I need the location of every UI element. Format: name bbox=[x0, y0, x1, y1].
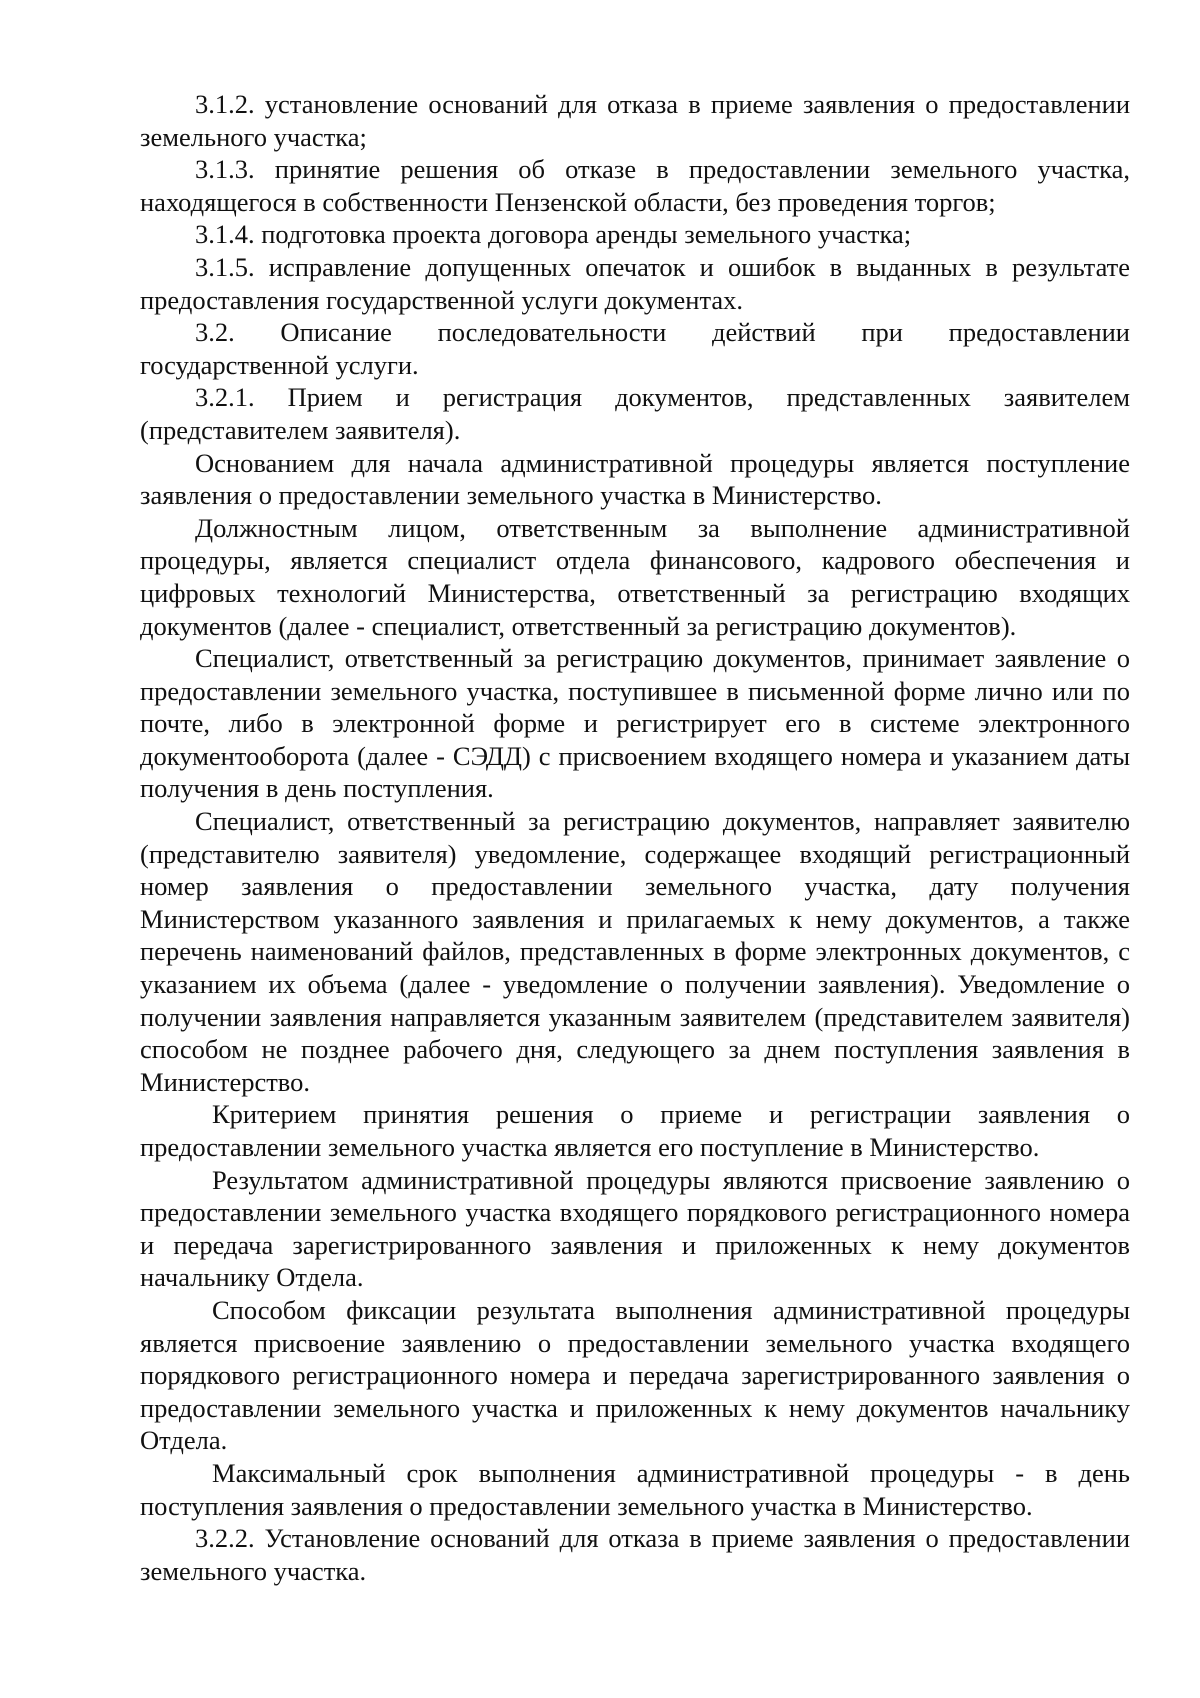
paragraph-specialist-accepts: Специалист, ответственный за регистрацию документов, принимает заявление о предоставлении земельного участка, поступившее в письменной форме лично или по почте, либо в электронной форме и регистрирует его в системе электронного документооборота (далее - СЭДД) с присвоением входящего номера и указанием даты получения в день поступления. bbox=[140, 643, 1130, 804]
paragraph-3-2-1: 3.2.1. Прием и регистрация документов, представленных заявителем (представителем заявителя). bbox=[140, 382, 1130, 445]
paragraph-specialist-notifies: Специалист, ответственный за регистрацию документов, направляет заявителю (представителю заявителя) уведомление, содержащее входящий регистрационный номер заявления о предоставлении земельного участка, дату получения Министерством указанного заявления и прилагаемых к нему документов, а также перечень наименований файлов, представленных в форме электронных документов, с указанием их объема (далее - уведомление о получении заявления). Уведомление о получении заявления направляется указанным заявителем (представителем заявителя) способом не позднее рабочего дня, следующего за днем поступления заявления в Министерство. bbox=[140, 806, 1130, 1097]
paragraph-official: Должностным лицом, ответственным за выполнение административной процедуры, является специалист отдела финансового, кадрового обеспечения и цифровых технологий Министерства, ответственный за регистрацию входящих документов (далее - специалист, ответственный за регистрацию документов). bbox=[140, 512, 1130, 641]
paragraph-criterion: Критерием принятия решения о приеме и регистрации заявления о предоставлении земельного участка является его поступление в Министерство. bbox=[140, 1099, 1130, 1162]
paragraph-3-1-4: 3.1.4. подготовка проекта договора аренды земельного участка; bbox=[195, 219, 912, 250]
paragraph-result: Результатом административной процедуры являются присвоение заявлению о предоставлении земельного участка входящего порядкового регистрационного номера и передача зарегистрированного заявления и приложенных к нему документов начальнику Отдела. bbox=[140, 1164, 1130, 1293]
paragraph-3-2: 3.2. Описание последовательности действий при предоставлении государственной услуги. bbox=[140, 317, 1130, 380]
paragraph-basis: Основанием для начала административной процедуры является поступление заявления о предоставлении земельного участка в Министерство. bbox=[140, 447, 1130, 511]
paragraph-fixation: Способом фиксации результата выполнения административной процедуры является присвоение заявлению о предоставлении земельного участка входящего порядкового регистрационного номера и передача зарегистрированного заявления о предоставлении земельного участка и приложенных к нему документов начальнику Отдела. bbox=[140, 1294, 1130, 1456]
paragraph-3-1-3: 3.1.3. принятие решения об отказе в предоставлении земельного участка, находящегося в собственности Пензенской области, без проведения торгов; bbox=[140, 154, 1130, 217]
paragraph-3-1-2: 3.1.2. установление оснований для отказа в приеме заявления о предоставлении земельного участка; bbox=[140, 89, 1130, 152]
paragraph-3-2-2: 3.2.2. Установление оснований для отказа в приеме заявления о предоставлении земельного участка. bbox=[140, 1523, 1130, 1586]
paragraph-max-term: Максимальный срок выполнения административной процедуры - в день поступления заявления о предоставлении земельного участка в Министерство. bbox=[140, 1457, 1130, 1521]
paragraph-3-1-5: 3.1.5. исправление допущенных опечаток и ошибок в выданных в результате предоставления государственной услуги документах. bbox=[140, 251, 1130, 315]
document-page bbox=[140, 88, 1130, 1587]
